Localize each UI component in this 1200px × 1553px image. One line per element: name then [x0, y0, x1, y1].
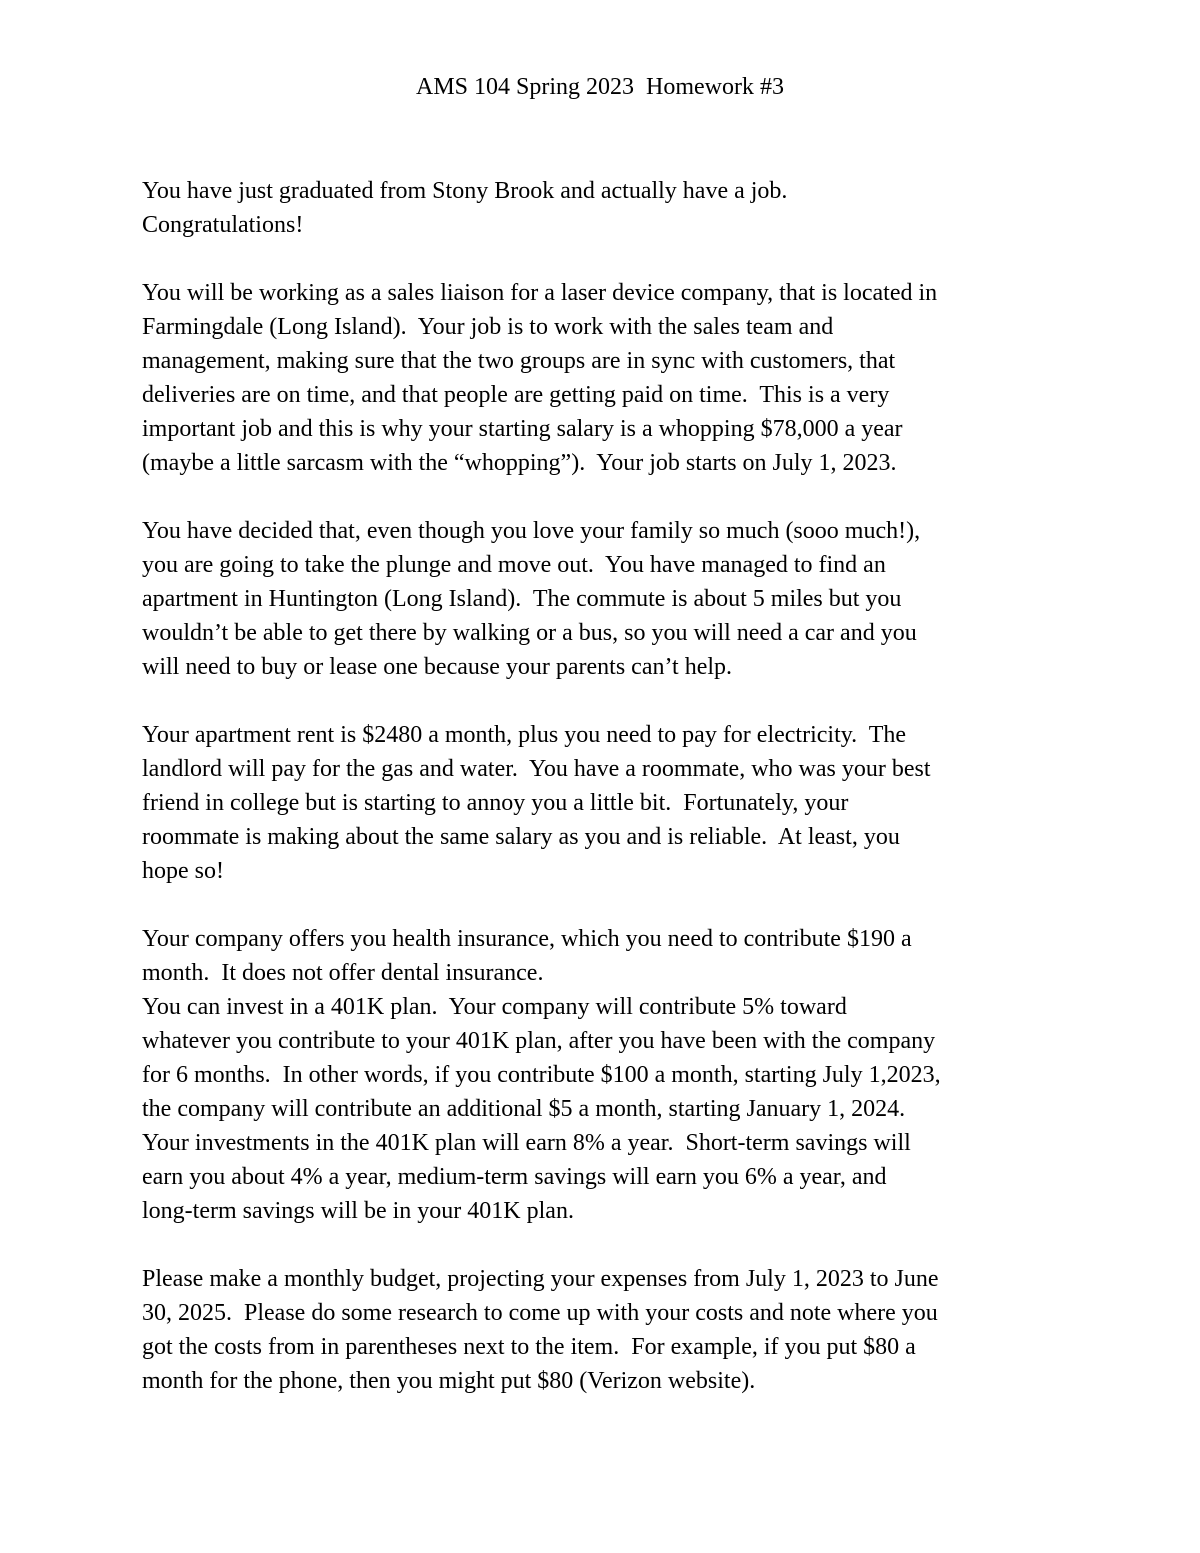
- text-line: (maybe a little sarcasm with the “whopping”). Your job starts on July 1, 2023.: [142, 450, 897, 476]
- paragraph-401k-plan: [142, 990, 1082, 1228]
- text-line: month for the phone, then you might put $80 (Verizon website).: [142, 1368, 756, 1394]
- text-line: Congratulations!: [142, 212, 304, 238]
- document-body: [142, 174, 1082, 1432]
- paragraph-apartment-rent: [142, 718, 1082, 888]
- text-line: You will be working as a sales liaison for a laser device company, that is located in: [142, 280, 938, 306]
- text-line: hope so!: [142, 858, 224, 884]
- paragraph-health-insurance: [142, 922, 1082, 990]
- text-line: whatever you contribute to your 401K plan, after you have been with the company: [142, 1028, 936, 1054]
- text-line: apartment in Huntington (Long Island). The commute is about 5 miles but you: [142, 586, 902, 612]
- text-line: friend in college but is starting to annoy you a little bit. Fortunately, your: [142, 790, 849, 816]
- text-line: Farmingdale (Long Island). Your job is to work with the sales team and: [142, 314, 834, 340]
- text-line: Your company offers you health insurance, which you need to contribute $190 a: [142, 926, 912, 952]
- text-line: You can invest in a 401K plan. Your company will contribute 5% toward: [142, 994, 847, 1020]
- text-line: roommate is making about the same salary as you and is reliable. At least, you: [142, 824, 900, 850]
- text-line: Please make a monthly budget, projecting your expenses from July 1, 2023 to June: [142, 1266, 939, 1292]
- text-line: Your apartment rent is $2480 a month, plus you need to pay for electricity. The: [142, 722, 907, 748]
- text-line: deliveries are on time, and that people are getting paid on time. This is a very: [142, 382, 890, 408]
- text-line: for 6 months. In other words, if you contribute $100 a month, starting July 1,2023,: [142, 1062, 941, 1088]
- text-line: the company will contribute an additional $5 a month, starting January 1, 2024.: [142, 1096, 906, 1122]
- text-line: will need to buy or lease one because your parents can’t help.: [142, 654, 733, 680]
- text-line: you are going to take the plunge and move out. You have managed to find an: [142, 552, 886, 578]
- text-line: long-term savings will be in your 401K plan.: [142, 1198, 574, 1224]
- text-line: 30, 2025. Please do some research to come up with your costs and note where you: [142, 1300, 938, 1326]
- text-line: You have decided that, even though you love your family so much (sooo much!),: [142, 518, 921, 544]
- text-line: wouldn’t be able to get there by walking or a bus, so you will need a car and you: [142, 620, 917, 646]
- text-line: important job and this is why your starting salary is a whopping $78,000 a year: [142, 416, 903, 442]
- text-line: management, making sure that the two groups are in sync with customers, that: [142, 348, 896, 374]
- paragraph-budget-instructions: [142, 1262, 1082, 1398]
- text-line: month. It does not offer dental insurance.: [142, 960, 544, 986]
- document-title: AMS 104 Spring 2023 Homework #3: [415, 74, 784, 100]
- text-line: You have just graduated from Stony Brook and actually have a job.: [142, 178, 788, 204]
- paragraph-job-description: [142, 276, 1082, 480]
- text-line: landlord will pay for the gas and water. You have a roommate, who was your best: [142, 756, 931, 782]
- paragraph-graduation: [142, 174, 1082, 242]
- text-line: earn you about 4% a year, medium-term savings will earn you 6% a year, and: [142, 1164, 887, 1190]
- text-line: got the costs from in parentheses next to the item. For example, if you put $80 a: [142, 1334, 916, 1360]
- text-line: Your investments in the 401K plan will earn 8% a year. Short-term savings will: [142, 1130, 911, 1156]
- paragraph-moving-out: [142, 514, 1082, 684]
